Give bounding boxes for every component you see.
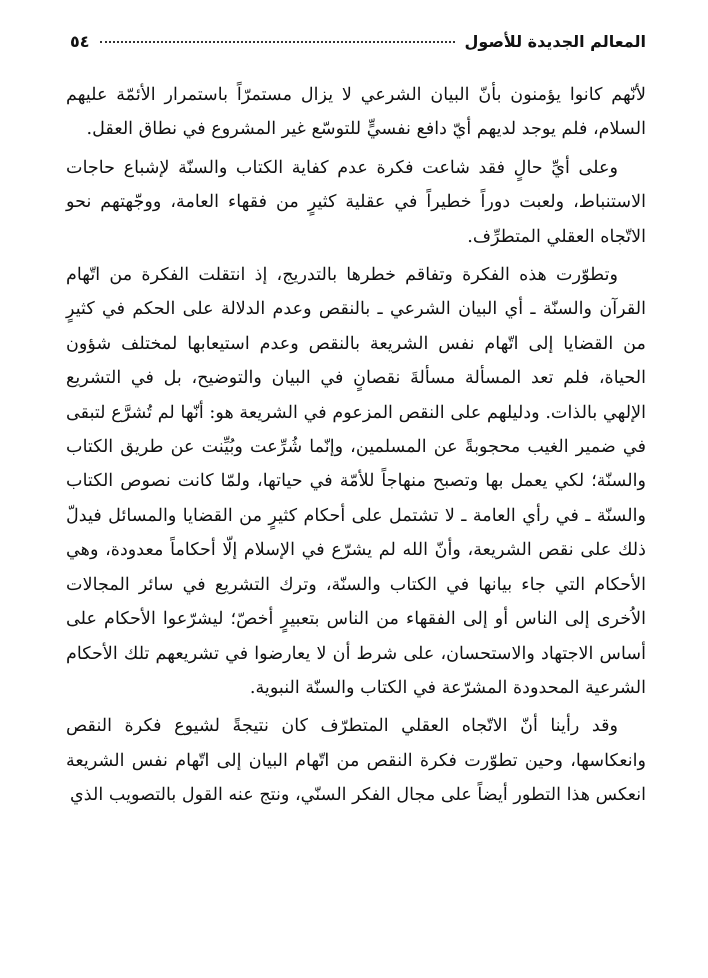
running-header bbox=[70, 26, 646, 56]
body-text bbox=[66, 78, 646, 813]
paragraph: لأنّهم كانوا يؤمنون بأنّ البيان الشرعي لا يزال مستمرّاً باستمرار الأئمّة عليهم السلام، فلم يوجد لديهم أيّ دافع نفسيٍّ للتوسّع غير المشروع في نطاق العقل. bbox=[66, 85, 646, 140]
paragraph: وقد رأينا أنّ الاتّجاه العقلي المتطرّف كان نتيجةً لشيوع فكرة النقص وانعكاسها، وحين تطوّرت فكرة النقص من اتّهام البيان إلى اتّهام نفس الشريعة انعكس هذا التطور أيضاً على مجال الفكر السنّي، ونتج عنه القول بالتصويب الذي bbox=[66, 716, 646, 806]
paragraph: وعلى أيِّ حالٍ فقد شاعت فكرة عدم كفاية الكتاب والسنّة لإشباع حاجات الاستنباط، ولعبت دوراً خطيراً في عقلية كثيرٍ من فقهاء العامة، ووجّهتهم نحو الاتّجاه العقلي المتطرِّف. bbox=[66, 157, 646, 247]
header-dot-leader bbox=[100, 33, 455, 43]
paragraph: وتطوّرت هذه الفكرة وتفاقم خطرها بالتدريج، إذ انتقلت الفكرة من اتّهام القرآن والسنّة ـ أي البيان الشرعي ـ بالنقص وعدم الدلالة على الحكم في كثيرٍ من القضايا إلى اتّهام نفس الشريعة بالنقص وعدم استيعابها لمختلف شؤون الحياة، فلم تعد المسألة مسألةَ نقصانٍ في البيان والتوضيح، بل في التشريع الإلهي بالذات. ودليلهم على النقص المزعوم في الشريعة هو: أنّها لم تُشرَّع لتبقى في ضمير الغيب محجوبةً عن المسلمين، وإنّما شُرِّعت وبُيِّنت عن طريق الكتاب والسنّة؛ لكي يعمل بها وتصبح منهاجاً للأمّة في حياتها، ولمّا كانت نصوص الكتاب والسنّة ـ في رأي العامة ـ لا تشتمل على أحكام كثيرٍ من القضايا والمسائل فيدلّ ذلك على نقص الشريعة، وأنّ الله لم يشرّع في الإسلام إلّا أحكاماً معدودة، وهي الأحكام التي جاء بيانها في الكتاب والسنّة، وترك التشريع في سائر المجالات الاُخرى إلى الناس أو إلى الفقهاء من الناس بتعبيرٍ أخصّ؛ ليشرّعوا الأحكام على أساس الاجتهاد والاستحسان، على شرط أن لا يعارضوا في تشريعهم تلك الأحكام الشرعية المحدودة المشرّعة في الكتاب والسنّة النبوية. bbox=[66, 265, 646, 698]
running-title: المعالم الجديدة للأصول bbox=[464, 31, 646, 51]
page-number: ٥٤ bbox=[70, 31, 90, 51]
